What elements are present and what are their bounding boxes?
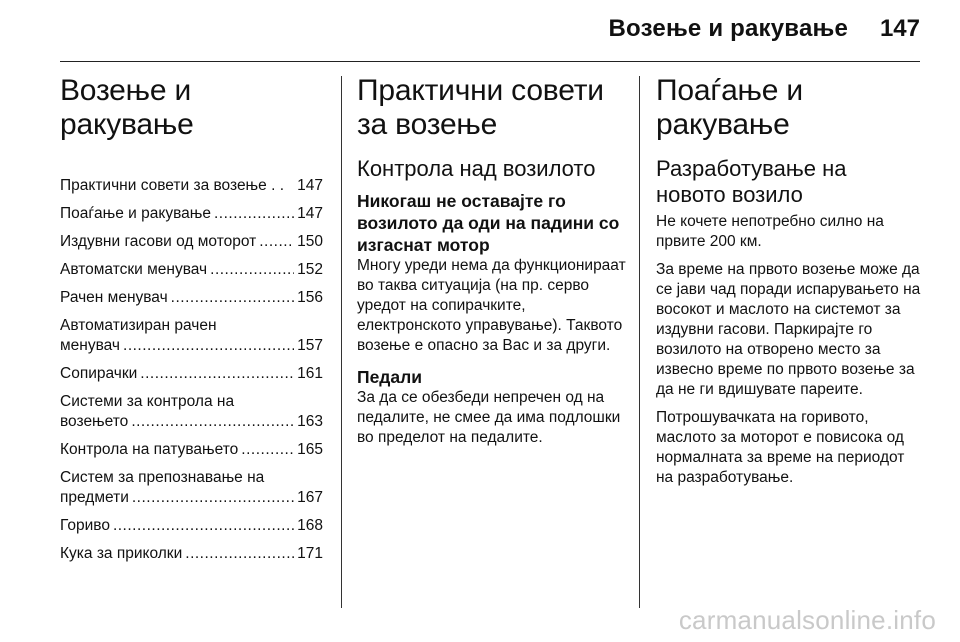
- toc-entry-text: Автоматски менувач: [60, 261, 208, 278]
- toc-entry-page: 167: [297, 489, 323, 506]
- toc-entry-page: 171: [297, 545, 323, 562]
- toc-leader-dots: [140, 364, 294, 384]
- toc-entry-text: менувач: [60, 337, 121, 354]
- toc-leader-dots: [132, 488, 294, 508]
- column-divider-1: [341, 76, 342, 608]
- toc-entry-page: 157: [297, 337, 323, 354]
- toc-entry[interactable]: [60, 316, 323, 356]
- toc-entry-text: возењето: [60, 413, 129, 430]
- toc-entry-page: 165: [297, 441, 323, 458]
- toc-leader-dots: [210, 260, 294, 280]
- warning-text: Многу уреди нема да функционираат во таква ситуација (на пр. серво уредот на сопирачките, електронското управување). Таквото возење е опасно за Вас и за други.: [357, 257, 626, 354]
- toc-entry-page: 150: [297, 233, 323, 250]
- paragraph-braking: Не кочете непотребно силно на првите 200 км.: [656, 213, 884, 250]
- toc-entry-page: 147: [297, 205, 323, 222]
- subheading-vehicle-control: Контрола над возилото: [357, 156, 596, 181]
- toc-entry-text: Контрола на патувањето: [60, 441, 239, 458]
- starting-operating-column: [656, 74, 922, 496]
- toc-leader-dots: [131, 412, 294, 432]
- toc-entry-text: Практични совети за возење . .: [60, 177, 285, 194]
- toc-entry-text: Систем за препознавање на: [60, 469, 265, 486]
- toc-entry[interactable]: [60, 260, 323, 280]
- toc-entry[interactable]: [60, 176, 323, 196]
- subheading-running-in: Разработување на новото возило: [656, 156, 847, 207]
- toc-entry-page: 168: [297, 517, 323, 534]
- toc-entry-text: предмети: [60, 489, 129, 506]
- running-header-title: Возење и ракување: [608, 15, 848, 42]
- toc-entry-page: 152: [297, 261, 323, 278]
- toc-entry[interactable]: [60, 364, 323, 384]
- column-divider-2: [639, 76, 640, 608]
- toc-heading: Возење и ракување: [60, 74, 194, 141]
- toc-entry[interactable]: [60, 392, 323, 432]
- toc-entry-text: Гориво: [60, 517, 110, 534]
- toc-entry-text: Автоматизиран рачен: [60, 317, 217, 334]
- toc-entry-text: Поаѓање и ракување: [60, 205, 211, 222]
- toc-entry-text: Кука за приколки: [60, 545, 183, 562]
- toc-entry[interactable]: [60, 544, 323, 564]
- toc-entry-page: 163: [297, 413, 323, 430]
- watermark: carmanualsonline.info: [678, 605, 936, 635]
- toc-entry-text: Сопирачки: [60, 365, 138, 382]
- toc-entry[interactable]: [60, 468, 323, 508]
- toc-leader-dots: [259, 232, 294, 252]
- toc-entry-text: Рачен менувач: [60, 289, 168, 306]
- toc-entry[interactable]: [60, 516, 323, 536]
- pedals-text: За да се обезбеди непречен од на педалите, не смее да има подлошки во пределот на педалите.: [357, 389, 621, 446]
- toc-leader-dots: [214, 204, 294, 224]
- toc-entry[interactable]: [60, 232, 323, 252]
- toc-entry-page: 161: [297, 365, 323, 382]
- toc-leader-dots: [185, 544, 294, 564]
- section-heading-starting: Поаѓање и ракување: [656, 74, 803, 141]
- toc-leader-dots: [241, 440, 294, 460]
- toc-leader-dots: [113, 516, 294, 536]
- warning-title: Никогаш не оставајте го возилото да оди на падини со изгаснат мотор: [357, 191, 620, 255]
- toc-entry[interactable]: [60, 288, 323, 308]
- page-number: 147: [879, 15, 920, 42]
- header-rule: [60, 61, 920, 62]
- toc-entry-page: 147: [297, 177, 323, 194]
- toc-entry[interactable]: [60, 204, 323, 224]
- section-heading-driving-tips: Практични совети за возење: [357, 74, 604, 141]
- driving-tips-column: [357, 74, 629, 456]
- toc-list: [60, 176, 323, 564]
- paragraph-smoke: За време на првото возење може да се јави чад поради испарувањето на восокот и маслото на системот за издувни гасови. Паркирајте го возилото на отворено место за извесно време по првото возење за да не ги вдишувате пареите.: [656, 261, 921, 398]
- toc-entry-text: Системи за контрола на: [60, 393, 235, 410]
- running-header: [0, 0, 960, 64]
- toc-entry-page: 156: [297, 289, 323, 306]
- toc-column: [60, 74, 323, 572]
- toc-leader-dots: [171, 288, 294, 308]
- pedals-title: Педали: [357, 367, 423, 387]
- paragraph-consumption: Потрошувачката на горивото, маслото за моторот е повисока од нормалната за време на периодот на разработување.: [656, 409, 905, 486]
- toc-entry-text: Издувни гасови од моторот: [60, 233, 257, 250]
- toc-leader-dots: [123, 336, 294, 356]
- toc-entry[interactable]: [60, 440, 323, 460]
